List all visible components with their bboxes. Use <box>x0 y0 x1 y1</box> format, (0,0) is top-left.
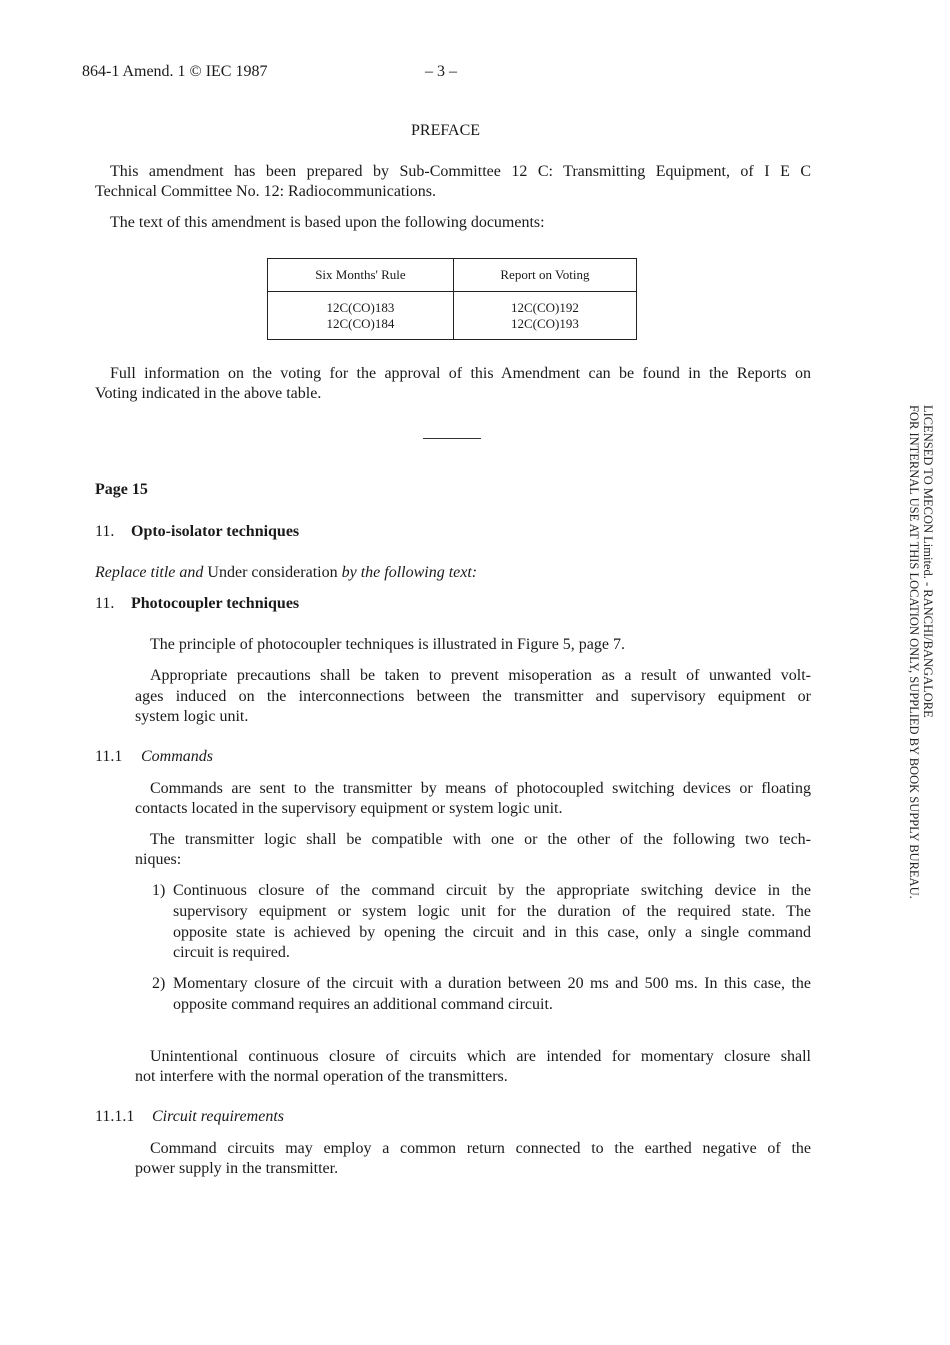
preface-title: PREFACE <box>411 122 481 139</box>
list-item-line: circuit is required. <box>173 944 290 961</box>
paragraph-line: ages induced on the interconnections between the transmitter and supervisory equipment or <box>135 688 811 705</box>
section-title: Photocoupler techniques <box>131 595 300 612</box>
table-cell: 12C(CO)192 12C(CO)193 <box>453 292 636 340</box>
paragraph-line: The principle of photocoupler techniques is illustrated in Figure 5, page 7. <box>150 636 625 653</box>
section-number: 11. <box>95 523 115 540</box>
section-number: 11.1.1 <box>95 1108 135 1125</box>
instruction: Replace title and Under consideration by the following text: <box>95 564 478 581</box>
section-number: 11. <box>95 595 115 612</box>
list-item-line: Momentary closure of the circuit with a duration between 20 ms and 500 ms. In this case, the <box>173 975 811 992</box>
section-number: 11.1 <box>95 748 123 765</box>
list-item-line: Continuous closure of the command circuit by the appropriate switching device in the <box>173 882 811 899</box>
license-watermark <box>907 405 935 899</box>
list-item-line: opposite state is achieved by opening the circuit and in this case, only a single command <box>173 924 811 941</box>
list-item-line: supervisory equipment or system logic unit for the duration of the required state. The <box>173 903 811 920</box>
section-title: Opto-isolator techniques <box>131 523 300 540</box>
license-line: LICENSED TO MECON Limited. - RANCHI/BANGALORE <box>921 405 935 718</box>
paragraph-line: system logic unit. <box>135 708 249 725</box>
separator-rule <box>423 438 481 439</box>
list-item-line: opposite command requires an additional command circuit. <box>173 996 553 1013</box>
paragraph-line: The transmitter logic shall be compatible with one or the other of the following two tech- <box>150 831 811 848</box>
documents-table <box>267 258 637 340</box>
list-number: 2) <box>152 975 166 992</box>
license-line: FOR INTERNAL USE AT THIS LOCATION ONLY, SUPPLIED BY BOOK SUPPLY BUREAU. <box>907 405 921 899</box>
paragraph-line: Voting indicated in the above table. <box>95 385 322 402</box>
paragraph-line: power supply in the transmitter. <box>135 1160 339 1177</box>
paragraph-line: contacts located in the supervisory equipment or system logic unit. <box>135 800 563 817</box>
list-number: 1) <box>152 882 166 899</box>
paragraph-line: Technical Committee No. 12: Radiocommunications. <box>95 183 437 200</box>
paragraph-line: Commands are sent to the transmitter by means of photocoupled switching devices or floating <box>150 780 811 797</box>
section-title: Commands <box>141 748 214 765</box>
paragraph-line: niques: <box>135 851 182 868</box>
table-header: Report on Voting <box>453 259 636 292</box>
paragraph-line: This amendment has been prepared by Sub-Committee 12 C: Transmitting Equipment, of I E C <box>110 163 811 180</box>
paragraph-line: The text of this amendment is based upon the following documents: <box>110 214 545 231</box>
paragraph-line: Appropriate precautions shall be taken to prevent misoperation as a result of unwanted volt- <box>150 667 811 684</box>
paragraph-line: Command circuits may employ a common return connected to the earthed negative of the <box>150 1140 811 1157</box>
table-cell: 12C(CO)183 12C(CO)184 <box>268 292 454 340</box>
section-title: Circuit requirements <box>152 1108 284 1125</box>
page-number: – 3 – <box>425 63 457 80</box>
table-header: Six Months' Rule <box>268 259 454 292</box>
paragraph-line: not interfere with the normal operation of the transmitters. <box>135 1068 508 1085</box>
paragraph-line: Unintentional continuous closure of circuits which are intended for momentary closure shall <box>150 1048 811 1065</box>
page-reference: Page 15 <box>95 481 148 498</box>
paragraph-line: Full information on the voting for the approval of this Amendment can be found in the Reports on <box>110 365 811 382</box>
document-id: 864-1 Amend. 1 © IEC 1987 <box>82 63 268 80</box>
